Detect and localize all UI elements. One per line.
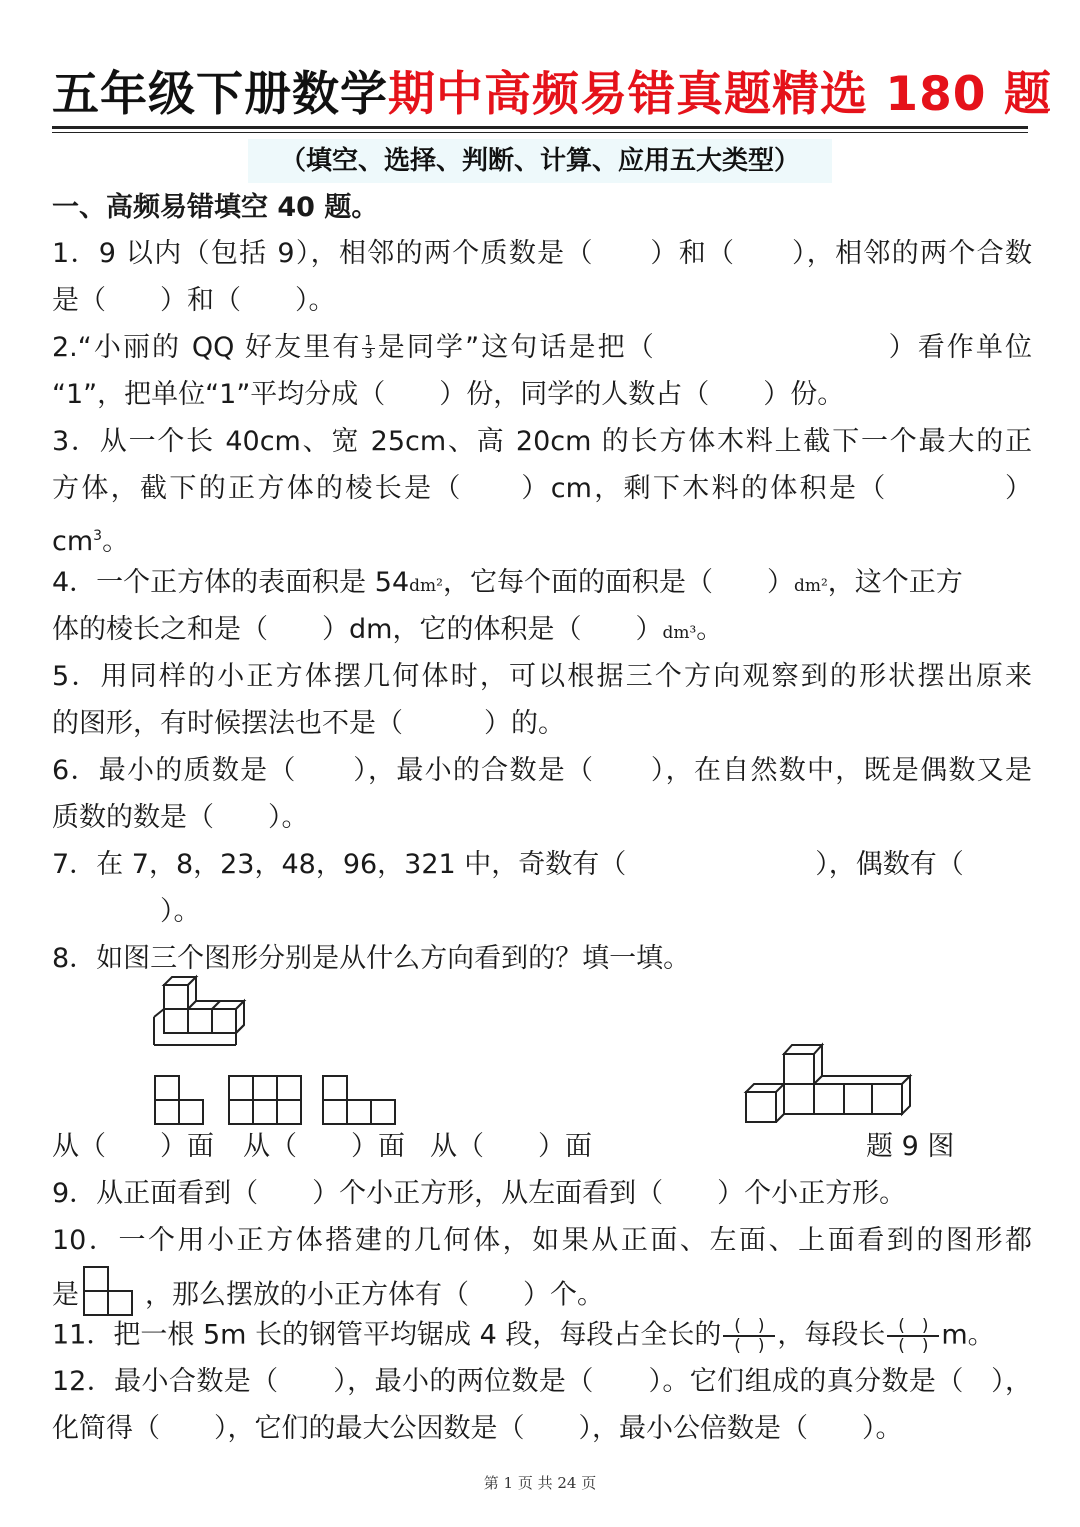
- q2-pre: 2.“小丽的 QQ 好友里有: [52, 332, 362, 363]
- question-2-line-2: “1”，把单位“1”平均分成（ ）份，同学的人数占（ ）份。: [52, 379, 845, 410]
- q11-part-3: m。: [941, 1319, 995, 1351]
- unit-cm: cm: [52, 526, 94, 557]
- q3-end: 。: [102, 526, 130, 557]
- title-rule-thick: [52, 126, 1028, 129]
- question-6-line-1: 6．最小的质数是（ ），最小的合数是（ ），在自然数中，既是偶数又是: [52, 755, 1032, 786]
- subtitle-box: [248, 139, 832, 183]
- q4-part-2: ，它每个面的面积是（ ）: [442, 567, 794, 598]
- blank-denominator: ( ): [734, 1336, 765, 1356]
- q4-part-3: ，这个正方: [827, 567, 963, 598]
- figure-q9-3d-cubes: [742, 1042, 914, 1124]
- question-4-line-2: [52, 612, 1032, 651]
- title-black: 五年级下册数学: [52, 67, 388, 122]
- q11-part-2: ，每段长: [777, 1319, 886, 1351]
- view-1-label: 从（ ）面: [52, 1131, 214, 1162]
- view-2-label: 从（ ）面: [243, 1131, 405, 1162]
- unit-dm2: dm²: [409, 576, 443, 596]
- blank-numerator: ( ): [887, 1317, 939, 1337]
- q4-part-4: 体的棱长之和是（ ）dm，它的体积是（ ）: [52, 614, 663, 645]
- q10-pre: 是: [52, 1279, 79, 1311]
- l-shape-view-icon: [83, 1266, 135, 1318]
- figure-q8-3d-cubes: [150, 975, 260, 1055]
- view-2-shape: [228, 1075, 304, 1125]
- question-3-line-1: 3．从一个长 40cm、宽 25cm、高 20cm 的长方体木料上截下一个最大的正: [52, 426, 1032, 457]
- question-6-line-2: 质数的数是（ ）。: [52, 802, 309, 833]
- question-11: [52, 1317, 1032, 1355]
- section-heading: 一、高频易错填空 40 题。: [52, 192, 379, 223]
- q4-part-5: 。: [696, 614, 724, 645]
- title-rule-thin: [52, 132, 1028, 133]
- q4-part-1: 4．一个正方体的表面积是 54: [52, 567, 410, 598]
- question-7-line-1: 7．在 7，8，23，48，96，321 中，奇数有（ ），偶数有（: [52, 849, 964, 880]
- question-1-line-1: 1．9 以内（包括 9），相邻的两个质数是（ ）和（ ），相邻的两个合数: [52, 238, 1032, 269]
- question-3-line-3: [52, 518, 1032, 560]
- page-title: [52, 64, 1052, 126]
- question-7-line-2: ）。: [52, 896, 201, 927]
- fraction-one-third: [362, 336, 374, 361]
- view-1-shape: [154, 1075, 206, 1125]
- question-9: 9．从正面看到（ ）个小正方形，从左面看到（ ）个小正方形。: [52, 1178, 907, 1209]
- question-1-line-2: 是（ ）和（ ）。: [52, 285, 336, 316]
- question-10-line-1: 10．一个用小正方体搭建的几何体，如果从正面、左面、上面看到的图形都: [52, 1225, 1032, 1256]
- blank-fraction-1: [723, 1317, 775, 1355]
- fraction-numerator: 1: [364, 334, 373, 349]
- question-4-line-1: [52, 565, 1032, 604]
- blank-fraction-2: [887, 1317, 939, 1355]
- q2-post: 是同学”这句话是把（ ）看作单位: [375, 332, 1032, 363]
- subtitle: （填空、选择、判断、计算、应用五大类型）: [279, 146, 800, 176]
- question-3-line-2: 方体，截下的正方体的棱长是（ ）cm，剩下木料的体积是（ ）: [52, 473, 1032, 504]
- question-5-line-1: 5．用同样的小正方体摆几何体时，可以根据三个方向观察到的形状摆出原来: [52, 661, 1032, 692]
- q11-part-1: 11．把一根 5m 长的钢管平均锯成 4 段，每段占全长的: [52, 1319, 722, 1351]
- question-12-line-2: 化简得（ ），它们的最大公因数是（ ），最小公倍数是（ ）。: [52, 1413, 903, 1444]
- question-2-line-1: [52, 330, 1032, 366]
- question-12-line-1: 12．最小合数是（ ），最小的两位数是（ ）。它们组成的真分数是（ ），: [52, 1366, 1032, 1397]
- blank-denominator: ( ): [898, 1336, 929, 1356]
- unit-dm2: dm²: [793, 576, 828, 596]
- question-5-line-2: 的图形，有时候摆法也不是（ ）的。: [52, 708, 565, 739]
- fraction-denominator: 3: [364, 347, 373, 362]
- unit-cm-cube-exponent: 3: [93, 528, 103, 544]
- figure-9-label: 题 9 图: [866, 1131, 955, 1162]
- question-10-line-2: [52, 1270, 1032, 1322]
- title-red: 期中高频易错真题精选 180 题: [388, 67, 1052, 122]
- question-8: 8．如图三个图形分别是从什么方向看到的？填一填。: [52, 943, 691, 974]
- blank-numerator: ( ): [723, 1317, 775, 1337]
- unit-dm3: dm³: [662, 623, 697, 643]
- view-3-label: 从（ ）面: [430, 1131, 592, 1162]
- q10-post: ，那么摆放的小正方体有（ ）个。: [145, 1279, 604, 1311]
- view-3-shape: [322, 1075, 400, 1125]
- page-footer: 第 1 页 共 24 页: [483, 1474, 597, 1492]
